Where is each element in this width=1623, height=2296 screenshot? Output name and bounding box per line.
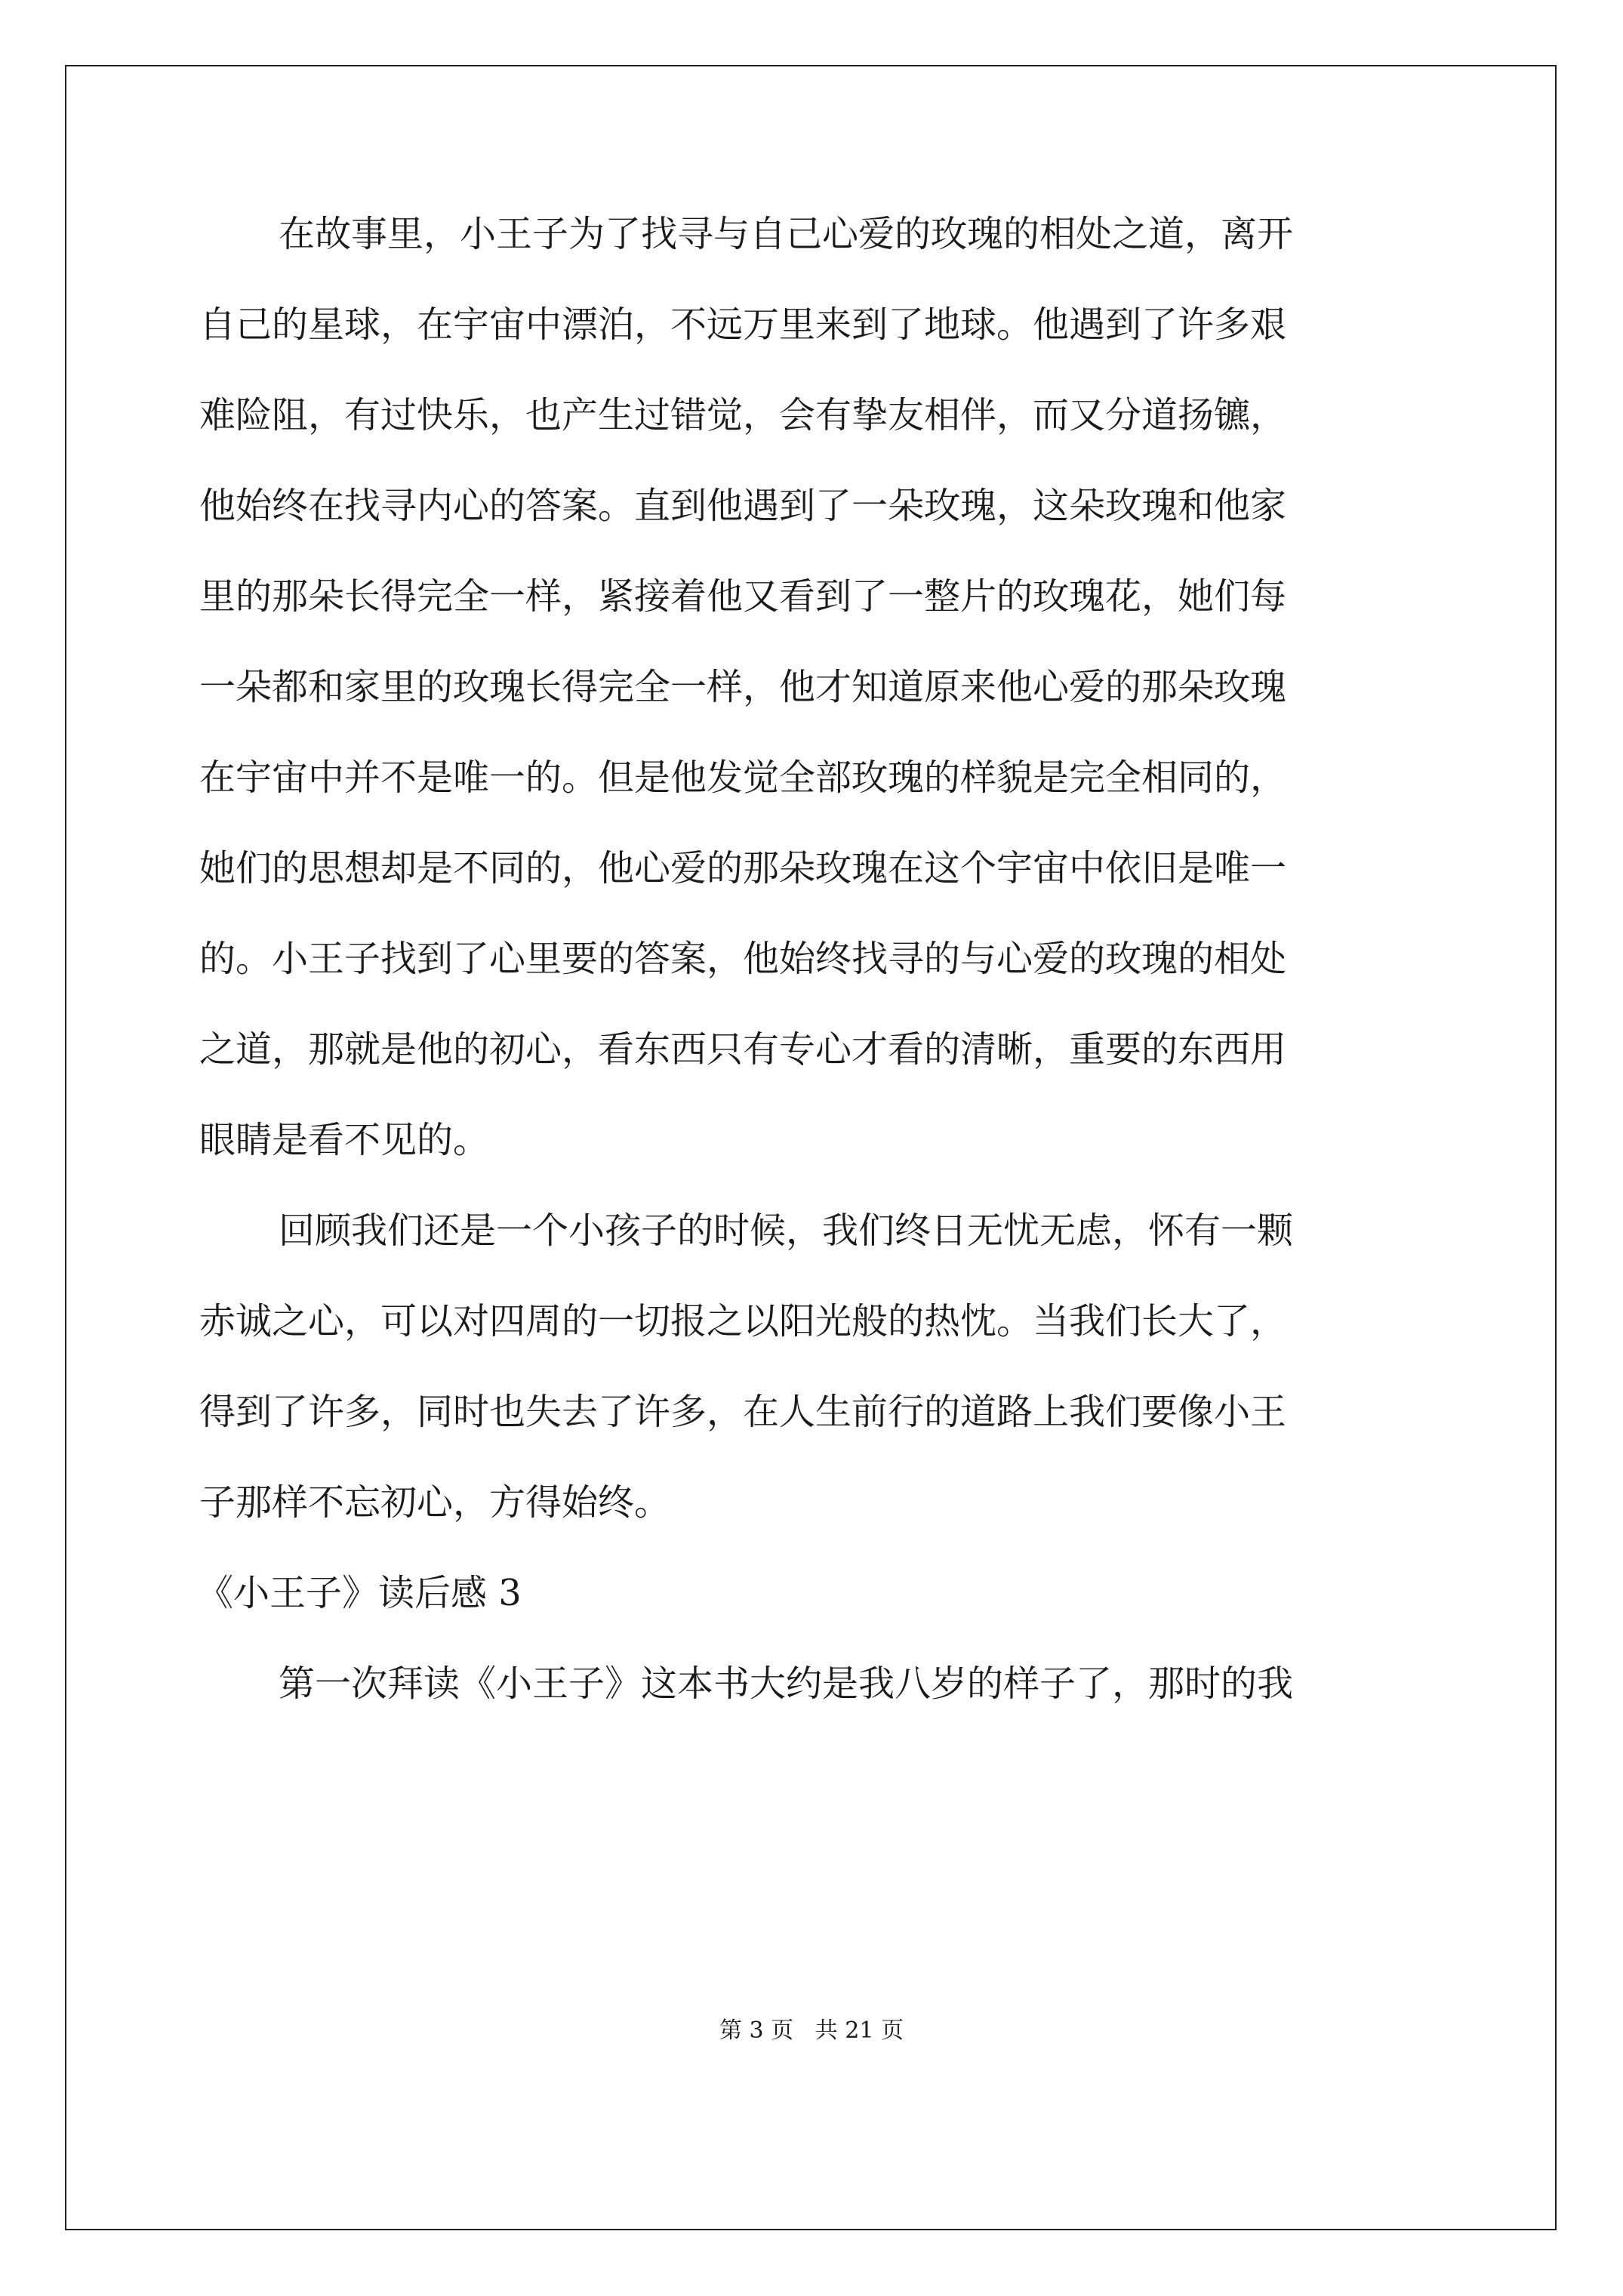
text-line: 回顾我们还是一个小孩子的时候，我们终日无忧无虑，怀有一颗 <box>279 1210 1294 1252</box>
paragraph-3 <box>199 1661 1437 1752</box>
text-line: 赤诚之心，可以对四周的一切报之以阳光般的热忱。当我们长大了， <box>199 1300 1287 1342</box>
text-line: 之道，那就是他的初心，看东西只有专心才看的清晰，重要的东西用 <box>199 1028 1287 1071</box>
paragraph-2 <box>199 1208 1437 1570</box>
page-total: 共 21 页 <box>815 2017 904 2044</box>
document-body <box>199 211 1437 1752</box>
text-line: 难险阻，有过快乐，也产生过错觉，会有挚友相伴，而又分道扬镳， <box>199 394 1287 436</box>
text-line: 在宇宙中并不是唯一的。但是他发觉全部玫瑰的样貌是完全相同的， <box>199 757 1287 799</box>
section-heading: 《小王子》读后感 3 <box>197 1572 522 1614</box>
page-number: 第 3 页 <box>719 2017 794 2044</box>
text-line: 眼睛是看不见的。 <box>199 1119 490 1161</box>
text-line: 的。小王子找到了心里要的答案，他始终找寻的与心爱的玫瑰的相处 <box>199 938 1287 980</box>
text-line: 子那样不忘初心，方得始终。 <box>199 1481 671 1524</box>
text-line: 在故事里，小王子为了找寻与自己心爱的玫瑰的相处之道，离开 <box>279 213 1294 255</box>
text-line: 自己的星球，在宇宙中漂泊，不远万里来到了地球。他遇到了许多艰 <box>199 304 1287 346</box>
paragraph-1 <box>199 211 1437 1208</box>
text-line: 一朵都和家里的玫瑰长得完全一样，他才知道原来他心爱的那朵玫瑰 <box>199 666 1287 708</box>
text-line: 他始终在找寻内心的答案。直到他遇到了一朵玫瑰，这朵玫瑰和他家 <box>199 485 1287 527</box>
text-line: 她们的思想却是不同的，他心爱的那朵玫瑰在这个宇宙中依旧是唯一 <box>199 847 1287 889</box>
text-line: 里的那朵长得完全一样，紧接着他又看到了一整片的玫瑰花，她们每 <box>199 575 1287 618</box>
page-footer <box>0 2011 1623 2045</box>
text-line: 得到了许多，同时也失去了许多，在人生前行的道路上我们要像小王 <box>199 1391 1287 1433</box>
text-line: 第一次拜读《小王子》这本书大约是我八岁的样子了，那时的我 <box>279 1663 1294 1705</box>
